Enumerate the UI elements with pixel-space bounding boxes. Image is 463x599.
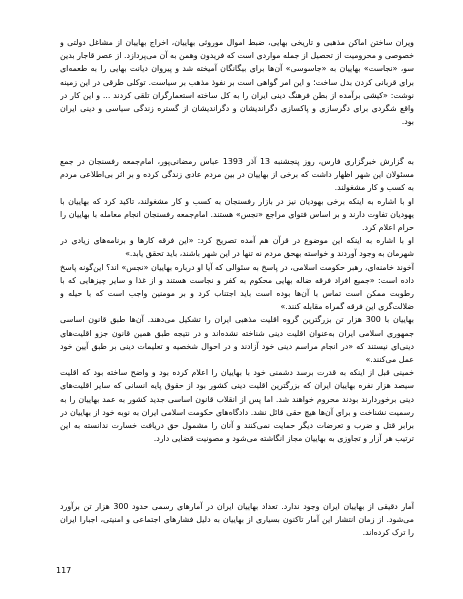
paragraph: او با اشاره به اینکه این موضوع در قرآن هم آمده تصریح کرد: «این فرقه کارها و برنامه‌های زیادی در شهرمان به وجود آوردند و خواسته بهحق مردم نه تنها در این شهر باشند، باید تحقق یابد.» xyxy=(60,236,414,259)
paragraph-intro xyxy=(60,36,414,143)
paragraph: به گزارش خبرگزاری فارس، روز پنجشنبه 13 آذر 1393 عباس رمضانی‌پور، امام‌جمعه رفسنجان در جمع مسئولان این شهر اظهار داشت که برخی از بهاییان در بین مردم عادی زندگی کرده و بر اثر بی‌اطلاعی مردم به کسب و کار مشغولند. xyxy=(60,157,414,193)
paragraph: خمینی قبل از اینکه به قدرت برسد دشمنی خود با بهاییان را اعلام کرده بود و واضح ساخته بود که اقلیت سیصد هزار نفره بهاییان ایران که بزرگترین اقلیت دینی کشور بود از حقوق پایه انسانی که سایر اقلیت‌های دینی برخوردارند بودند محروم خواهند شد. اما پس از انقلاب قانون اساسی جدید کشور به عمد بهاییان را به رسمیت نشناخت و برای آن‌ها هیچ حقی قائل نشد. دادگاه‌های حکومت اسلامی ایران به نوبه خود از بهاییان در برابر قتل و ضرب و تعرضات دیگر حمایت نمی‌کنند و آنان را مشمول حق دریافت خسارت ندانسته به این ترتیب هر آزار و تجاوزی به بهاییان مجاز انگاشته می‌شود و مصونیت قضایی دارد. xyxy=(60,368,414,444)
paragraph: آخوند خامنه‌ای، رهبر حکومت اسلامی، در پاسخ به سئوالی که آیا او درباره بهاییان «نجس» اند؟ این‌گونه پاسخ داده است: «جمیع افراد فرقه ضاله بهایی محکوم به کفر و نجاست هستند و از غذا و سایر چیزهایی که با رطوبت ممکن است تماس با آن‌ها بوده است باید اجتناب کرد و بر مومنین واجب است که با حیله و ضلالت‌گری این فرقه گمراه مقابله کنند.» xyxy=(60,262,414,312)
page-number: 117 xyxy=(56,566,72,575)
paragraph-statistics xyxy=(60,500,414,540)
paragraph-group-news xyxy=(60,155,414,555)
paragraph: او با اشاره به اینکه برخی بهودیان نیز در بازار رفسنجان به کسب و کار مشغولند، تاکید کرد که بهاییان با یهودیان تفاوت دارند و بر اساس فتوای مراجع «نجس» هستند. امام‌جمعه رفسنجان انجام معامله با بهاییان را حرام اعلام کرد. xyxy=(60,196,414,233)
paragraph: بهاییان با 300 هزار تن بزرگترین گروه اقلیت مذهبی ایران را تشکیل می‌دهند. آن‌ها طبق قانون اساسی جمهوری اسلامی ایران به‌عنوان اقلیت دینی شناخته نشده‌اند و در نتیجه طبق همین قانون جزو اقلیت‌های دینی‌ای نیستند که «در انجام مراسم دینی خود آزادند و در احوال شخصیه و تعلیمات دینی بر طبق آیین خود عمل می‌کنند.» xyxy=(60,315,414,365)
paragraph: آمار دقیقی از بهاییان ایران وجود ندارد. تعداد بهاییان ایران در آمارهای رسمی حدود 300 هزار تن برآورد می‌شود. از زمان انتشار این آمار تاکنون بسیاری از بهاییان به دلیل فشارهای اجتماعی و امنیتی، اجبارا ایران را ترک کرده‌اند. xyxy=(60,502,414,538)
paragraph: ویران ساختن اماکن مذهبی و تاریخی بهایی، ضبط اموال موروثی بهاییان، اخراج بهاییان از مشاغل دولتی و خصوصی و محرومیت از تحصیل از جمله مواردی است که فریدون وهمن به آن می‌پردازد. از عصر قاجار بدین سو، «نجاست» بهاییان به «جاسوسی» آن‌ها برای بیگانگان آمیخته شد و پیروان دیانت بهایی را به طعمه‌ای برای قربانی کردن بدل ساخت؛ و این امر گواهی است بر نفوذ مذهب بر سیاست. توکلی طرقی در این زمینه نوشت: «کیشی برآمده از بطن فرهنگ دینی ایران را به کل ساخته استعمارگران تلقی کردند ... و این کار در واقع شگردی برای دگرسازی و پاکسازی دگراندیشان و دگراندیشان از گستره زندگی سیاسی و دینی ایران بود. xyxy=(60,38,414,127)
